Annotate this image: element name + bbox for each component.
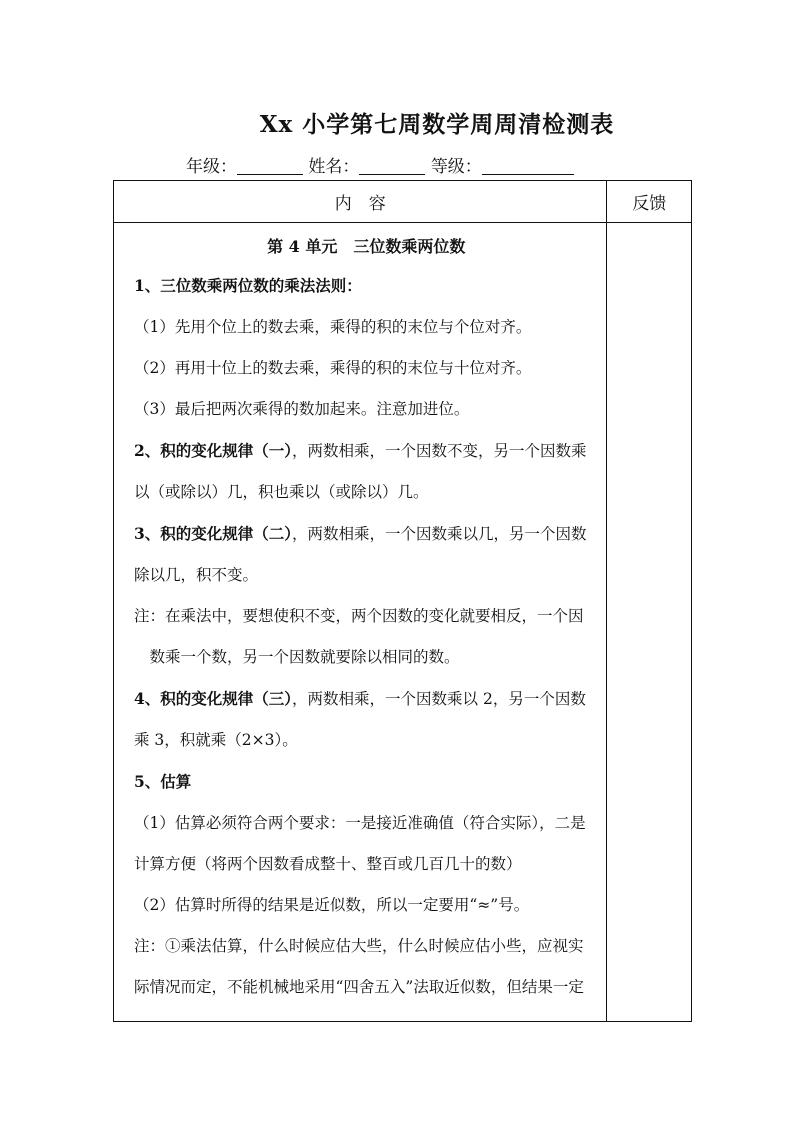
- content-line: [134, 265, 598, 307]
- content-line: [134, 803, 598, 844]
- content-line-text: 数乘一个数，另一个因数就要除以相同的数。: [134, 648, 460, 666]
- content-line-text: ，两数相乘，一个因数乘以几，另一个因数: [292, 525, 587, 543]
- content-line: [134, 885, 598, 926]
- content-line-heading: 4、积的变化规律（三）: [134, 689, 293, 708]
- content-line-text: 以（或除以）几，积也乘以（或除以）几。: [134, 483, 429, 501]
- content-line-text: 注：在乘法中，要想使积不变，两个因数的变化就要相反，一个因: [134, 607, 584, 625]
- content-line: [134, 926, 598, 967]
- content-line: [134, 761, 598, 803]
- content-header: 内 容: [114, 181, 607, 223]
- content-line: [134, 513, 598, 555]
- content-line-text: 际情况而定，不能机械地采用“四舍五入”法取近似数，但结果一定: [134, 978, 584, 996]
- content-line-heading: 3、积的变化规律（二）: [134, 524, 293, 543]
- page-title: Xx 小学第七周数学周周清检测表: [259, 111, 615, 138]
- level-label: 等级：: [430, 157, 482, 177]
- content-line-text: （3）最后把两次乘得的数加起来。注意加进位。: [134, 400, 470, 418]
- content-line-heading: 1、三位数乘两位数的乘法法则：: [134, 276, 362, 295]
- name-blank: [359, 157, 425, 175]
- content-cell: [114, 223, 607, 1022]
- content-line: [134, 967, 598, 1008]
- table-body-row: [114, 223, 692, 1022]
- feedback-cell[interactable]: [607, 223, 692, 1022]
- content-lines: [134, 265, 598, 1008]
- content-line: [134, 596, 598, 637]
- content-line-text: 计算方便（将两个因数看成整十、整百或几百几十的数）: [134, 855, 522, 873]
- content-line: [134, 844, 598, 885]
- content-line-heading: 5、估算: [134, 772, 192, 791]
- content-line: [134, 307, 598, 348]
- content-line: [134, 678, 598, 720]
- grade-blank: [237, 157, 303, 175]
- checklist-table: [113, 180, 692, 1022]
- content-line-text: 乘 3，积就乘（2×3）。: [134, 731, 298, 749]
- content-line-text: （2）再用十位上的数去乘，乘得的积的末位与十位对齐。: [134, 359, 532, 377]
- grade-label: 年级：: [186, 157, 237, 177]
- content-line: [134, 472, 598, 513]
- feedback-header: 反馈: [607, 181, 692, 223]
- name-label: 姓名：: [308, 157, 360, 177]
- content-line: [134, 430, 598, 472]
- content-line-text: 除以几，积不变。: [134, 566, 259, 584]
- content-line: [134, 555, 598, 596]
- content-line-text: （1）估算必须符合两个要求：一是接近准确值（符合实际），二是: [134, 814, 586, 832]
- table-header-row: [114, 181, 692, 223]
- content-line: [134, 637, 598, 678]
- content-line-heading: 2、积的变化规律（一）: [134, 441, 293, 460]
- content-line-text: 注：①乘法估算，什么时候应估大些，什么时候应估小些，应视实: [134, 937, 584, 955]
- content-text: [114, 223, 606, 1008]
- student-info-row: [186, 152, 574, 177]
- content-line: [134, 720, 598, 761]
- level-blank: [482, 157, 574, 175]
- content-line-text: （2）估算时所得的结果是近似数，所以一定要用“≈”号。: [134, 896, 530, 914]
- content-line: [134, 348, 598, 389]
- content-line: [134, 389, 598, 430]
- content-line-text: ，两数相乘，一个因数乘以 2，另一个因数: [292, 690, 586, 708]
- content-line-text: （1）先用个位上的数去乘，乘得的积的末位与个位对齐。: [134, 318, 532, 336]
- content-line-text: ，两数相乘，一个因数不变，另一个因数乘: [292, 442, 587, 460]
- unit-title: 第 4 单元 三位数乘两位数: [267, 237, 466, 256]
